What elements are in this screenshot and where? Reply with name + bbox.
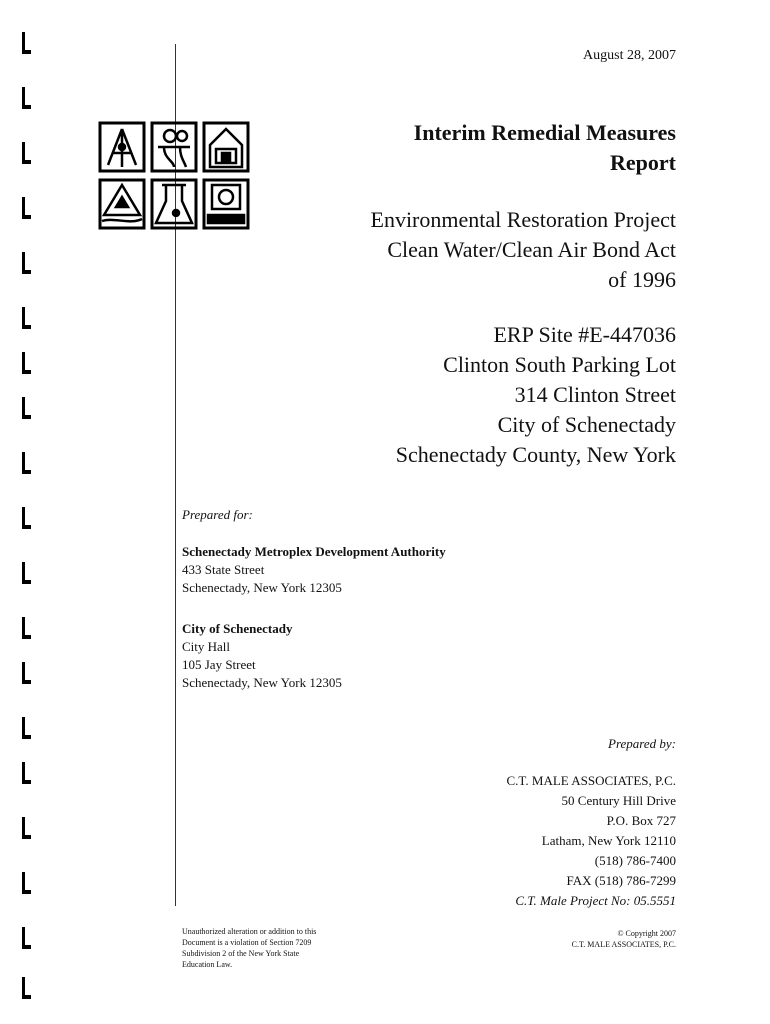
client-name: City of Schenectady <box>182 621 293 636</box>
site-name: Clinton South Parking Lot <box>443 352 676 377</box>
site-street: 314 Clinton Street <box>514 382 676 407</box>
firm-address-line: P.O. Box 727 <box>606 813 676 828</box>
subtitle-line: Clean Water/Clean Air Bond Act <box>387 237 676 262</box>
copyright-line: © Copyright 2007 <box>617 929 676 938</box>
binding-mark <box>20 197 32 219</box>
firm-fax: FAX (518) 786-7299 <box>566 873 676 888</box>
client-address-line: Schenectady, New York 12305 <box>182 675 342 690</box>
binding-mark <box>20 872 32 894</box>
company-logo <box>98 121 250 232</box>
computer-icon <box>208 185 244 223</box>
prepared-by-label: Prepared by: <box>608 736 676 751</box>
notice-line: Document is a violation of Section 7209 <box>182 938 312 947</box>
prepared-for-label: Prepared for: <box>182 507 253 522</box>
binding-mark <box>20 397 32 419</box>
client-address-line: City Hall <box>182 639 231 654</box>
notice-line: Education Law. <box>182 960 233 969</box>
house-icon <box>210 129 242 167</box>
binding-mark <box>20 927 32 949</box>
binding-mark <box>20 32 32 54</box>
binding-mark <box>20 662 32 684</box>
site-info <box>396 320 676 470</box>
subtitle-line: of 1996 <box>608 267 676 292</box>
binding-mark <box>20 142 32 164</box>
binding-mark <box>20 562 32 584</box>
tree-icon <box>108 129 136 167</box>
client-address-line: 433 State Street <box>182 562 265 577</box>
legal-notice <box>182 926 316 970</box>
copyright-notice <box>572 928 676 950</box>
firm-address-line: 50 Century Hill Drive <box>561 793 676 808</box>
site-county: Schenectady County, New York <box>395 442 676 467</box>
notice-line: Subdivision 2 of the New York State <box>182 949 300 958</box>
firm-block <box>506 771 676 911</box>
binding-mark <box>20 762 32 784</box>
client-name: Schenectady Metroplex Development Authority <box>182 544 446 559</box>
report-date: August 28, 2007 <box>583 48 676 63</box>
project-subtitle <box>371 205 677 295</box>
client-block <box>182 620 342 692</box>
binding-mark <box>20 452 32 474</box>
client-address-line: 105 Jay Street <box>182 657 256 672</box>
project-number: C.T. Male Project No: 05.5551 <box>515 893 676 908</box>
binding-marks <box>0 0 60 1024</box>
person-icon <box>158 130 190 167</box>
hill-icon <box>102 185 142 221</box>
binding-mark <box>20 307 32 329</box>
title-line: Interim Remedial Measures <box>413 120 676 145</box>
firm-address-line: Latham, New York 12110 <box>541 833 676 848</box>
site-city: City of Schenectady <box>497 412 676 437</box>
firm-name: C.T. MALE ASSOCIATES, P.C. <box>506 773 676 788</box>
site-id: ERP Site #E-447036 <box>493 322 676 347</box>
firm-phone: (518) 786-7400 <box>594 853 676 868</box>
binding-mark <box>20 507 32 529</box>
binding-mark <box>20 977 32 999</box>
binding-mark <box>20 352 32 374</box>
client-block <box>182 543 446 597</box>
binding-mark <box>20 817 32 839</box>
binding-mark <box>20 717 32 739</box>
notice-line: Unauthorized alteration or addition to this <box>182 927 317 936</box>
binding-mark <box>20 252 32 274</box>
report-title <box>414 118 676 178</box>
binding-mark <box>20 87 32 109</box>
subtitle-line: Environmental Restoration Project <box>370 207 676 232</box>
client-address-line: Schenectady, New York 12305 <box>182 580 342 595</box>
binding-mark <box>20 617 32 639</box>
copyright-line: C.T. MALE ASSOCIATES, P.C. <box>571 940 676 949</box>
title-line: Report <box>610 150 676 175</box>
flask-icon <box>156 185 192 223</box>
